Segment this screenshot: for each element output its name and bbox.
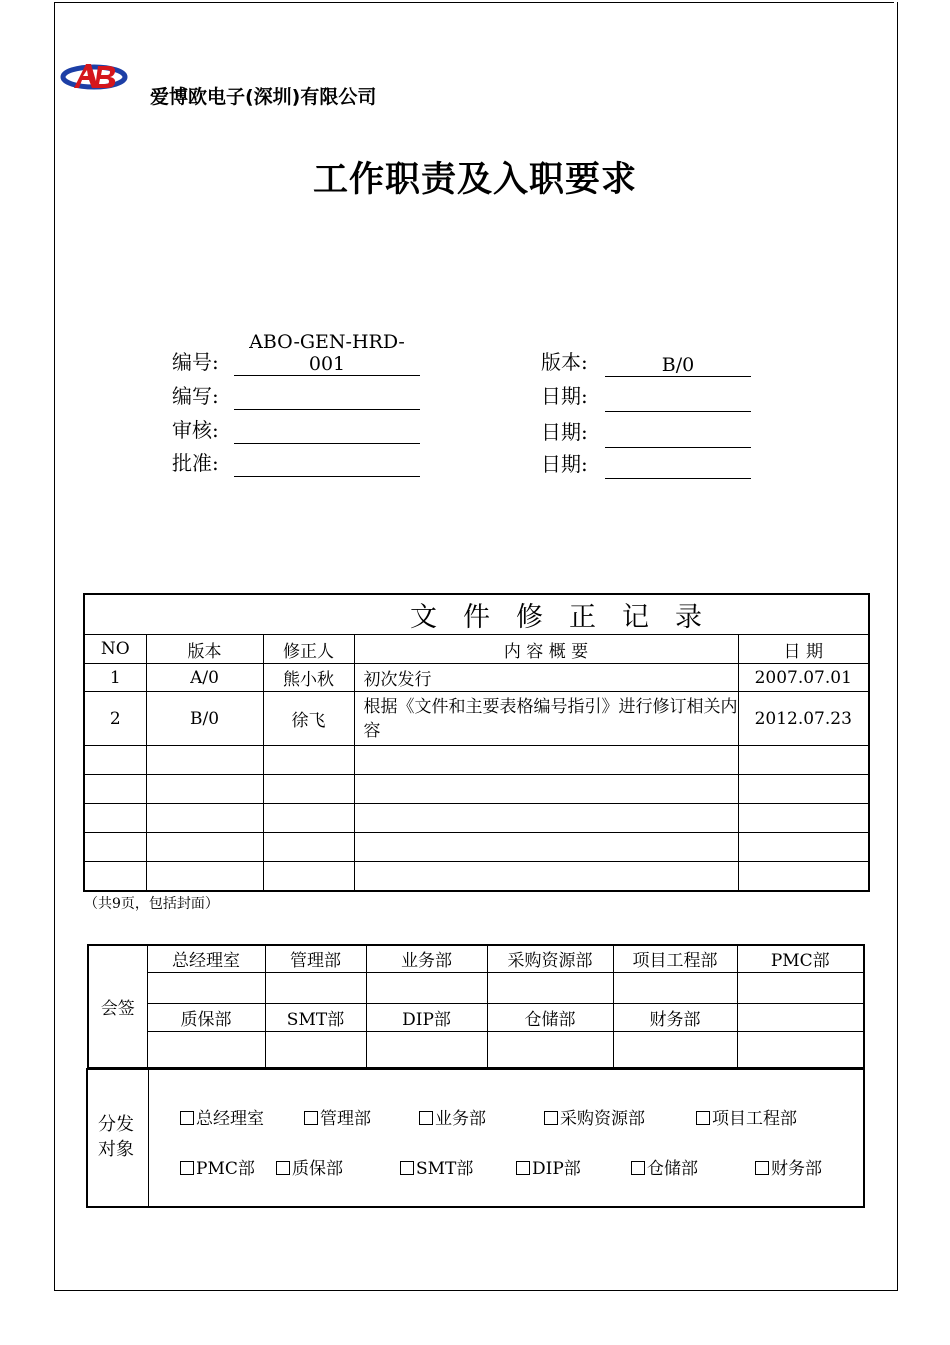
distribution-option[interactable]: 财务部 — [755, 1154, 822, 1179]
table-row — [84, 664, 869, 692]
distribution-box — [86, 1068, 865, 1208]
signoff-row — [88, 945, 864, 972]
dept-label: 仓储部 — [487, 1003, 613, 1031]
document-title: 工作职责及入职要求 — [312, 160, 637, 200]
date1-label: 日期: — [541, 384, 588, 408]
checkbox-icon[interactable] — [631, 1161, 645, 1175]
dept-label: 财务部 — [613, 1003, 737, 1031]
dept-label: SMT部 — [265, 1003, 366, 1031]
date1-field — [541, 380, 753, 412]
version-field — [541, 346, 753, 377]
checkbox-icon[interactable] — [180, 1111, 194, 1125]
header-date: 日 期 — [738, 635, 869, 664]
date3-label: 日期: — [541, 452, 588, 476]
cell: 根据《文件和主要表格编号指引》进行修订相关内容 — [354, 692, 738, 746]
date2-label: 日期: — [541, 420, 588, 444]
revision-table — [83, 593, 870, 892]
cell: 初次发行 — [354, 664, 738, 692]
date3-field — [541, 448, 753, 479]
table-row — [84, 804, 869, 833]
version-value: B/0 — [605, 354, 751, 377]
review-line — [234, 423, 420, 444]
cell: A/0 — [146, 664, 263, 692]
dept-label: DIP部 — [366, 1003, 487, 1031]
checkbox-icon[interactable] — [516, 1161, 530, 1175]
table-row — [84, 833, 869, 862]
checkbox-icon[interactable] — [400, 1161, 414, 1175]
distribution-option[interactable]: 业务部 — [419, 1104, 486, 1129]
date2-field — [541, 416, 753, 448]
revision-title: 文件修正记录 — [84, 594, 869, 635]
company-name: 爱博欧电子(深圳)有限公司 — [150, 86, 377, 108]
distribution-option[interactable]: 仓储部 — [631, 1154, 698, 1179]
distribution-option[interactable]: 项目工程部 — [696, 1104, 797, 1129]
dept-label: PMC部 — [737, 945, 864, 972]
checkbox-icon[interactable] — [180, 1161, 194, 1175]
table-row — [84, 692, 869, 746]
checkbox-icon[interactable] — [544, 1111, 558, 1125]
number-field — [172, 331, 422, 376]
table-row — [84, 862, 869, 891]
writer-line — [234, 389, 420, 410]
dept-label: 项目工程部 — [613, 945, 737, 972]
checkbox-icon[interactable] — [276, 1161, 290, 1175]
version-label: 版本: — [541, 350, 588, 374]
dept-label: 管理部 — [265, 945, 366, 972]
cell: 2007.07.01 — [738, 664, 869, 692]
distribution-option[interactable]: 管理部 — [304, 1104, 371, 1129]
checkbox-icon[interactable] — [755, 1161, 769, 1175]
table-row — [84, 746, 869, 775]
signoff-row — [88, 1003, 864, 1031]
date3-line — [605, 458, 751, 479]
review-label: 审核: — [172, 418, 219, 442]
table-row — [84, 775, 869, 804]
checkbox-icon[interactable] — [419, 1111, 433, 1125]
distribution-option[interactable]: SMT部 — [400, 1154, 473, 1179]
cell: 熊小秋 — [263, 664, 354, 692]
distribution-option[interactable]: 质保部 — [276, 1154, 343, 1179]
distribution-option[interactable]: PMC部 — [180, 1154, 255, 1179]
cell: 1 — [84, 664, 146, 692]
header-no: NO — [84, 635, 146, 664]
signoff-sign-row — [88, 972, 864, 1003]
writer-field — [172, 380, 422, 410]
company-logo — [60, 60, 128, 94]
cell: B/0 — [146, 692, 263, 746]
distribution-label: 分发对象 — [98, 1114, 134, 1160]
writer-label: 编写: — [172, 384, 219, 408]
approve-line — [234, 456, 420, 477]
date2-line — [605, 427, 751, 448]
signoff-table — [87, 944, 865, 1069]
revision-header-row — [84, 635, 869, 664]
dept-label: 采购资源部 — [487, 945, 613, 972]
cell: 2 — [84, 692, 146, 746]
signoff-sign-row — [88, 1031, 864, 1068]
cell: 徐飞 — [263, 692, 354, 746]
dept-label: 业务部 — [366, 945, 487, 972]
dept-label: 质保部 — [147, 1003, 265, 1031]
dept-label: 总经理室 — [147, 945, 265, 972]
distribution-option[interactable]: DIP部 — [516, 1154, 581, 1179]
date1-line — [605, 391, 751, 412]
approve-label: 批准: — [172, 451, 219, 475]
review-field — [172, 414, 422, 444]
page-count-note: （共9页，包括封面） — [84, 896, 219, 912]
approve-field — [172, 447, 422, 477]
distribution-option[interactable]: 总经理室 — [180, 1104, 264, 1129]
distribution-option[interactable]: 采购资源部 — [544, 1104, 645, 1129]
signoff-label: 会签 — [88, 945, 147, 1068]
distribution-label-cell — [88, 1070, 149, 1206]
checkbox-icon[interactable] — [696, 1111, 710, 1125]
dept-label — [737, 1003, 864, 1031]
number-label: 编号: — [172, 350, 219, 374]
header-reviser: 修正人 — [263, 635, 354, 664]
number-value: ABO-GEN-HRD-001 — [234, 331, 420, 376]
cell: 2012.07.23 — [738, 692, 869, 746]
checkbox-icon[interactable] — [304, 1111, 318, 1125]
header-version: 版本 — [146, 635, 263, 664]
header-summary: 内 容 概 要 — [354, 635, 738, 664]
revision-title-row — [84, 594, 869, 635]
